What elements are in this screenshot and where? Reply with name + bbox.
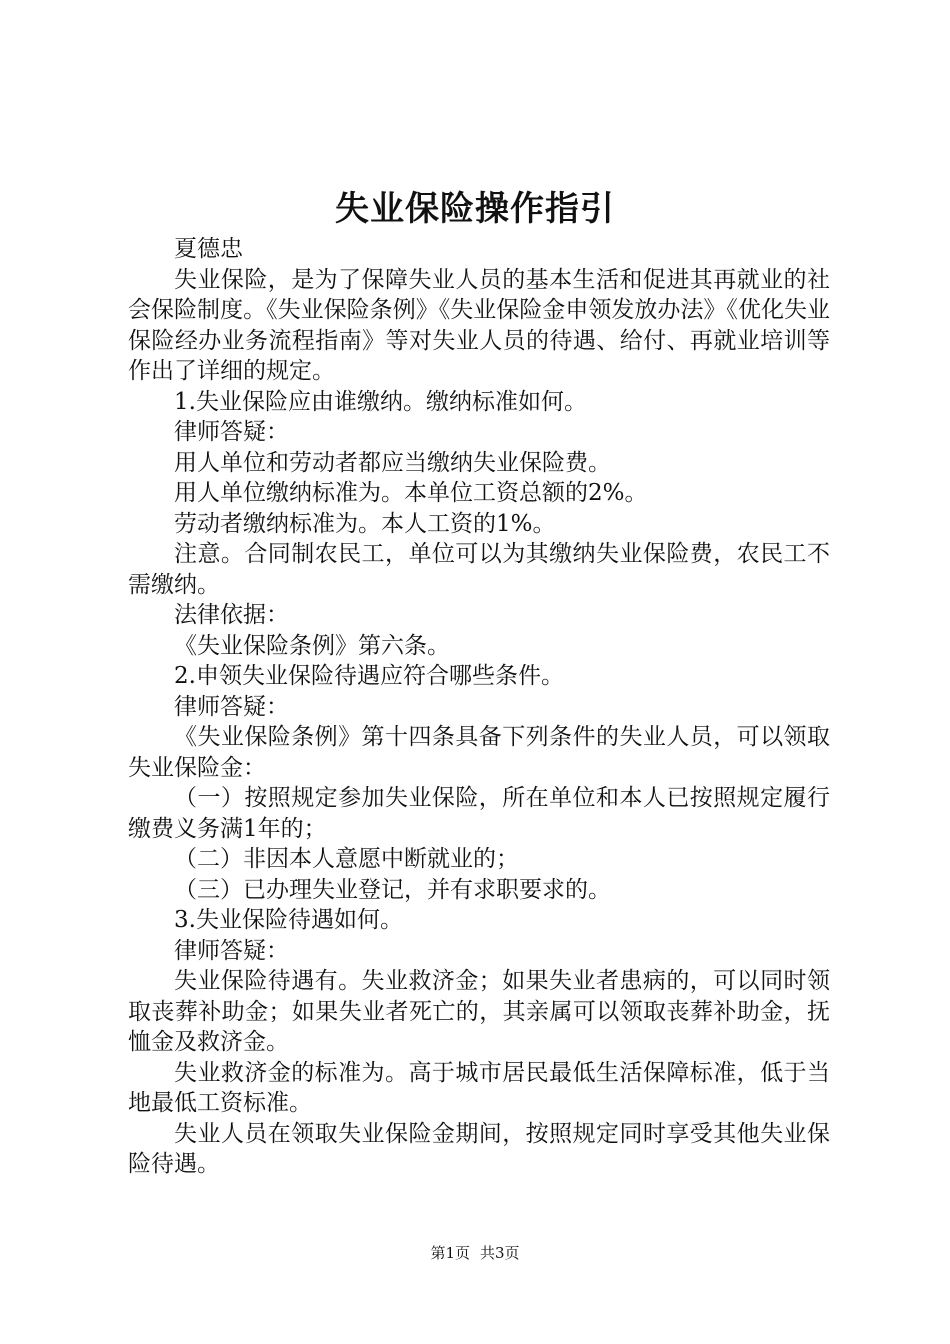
document-title: 失业保险操作指引 [335,189,615,229]
legal-basis-label: 法律依据： [174,602,289,628]
paragraph: 失业救济金的标准为。高于城市居民最低生活保障标准，低于当地最低工资标准。 [128,1059,830,1116]
condition-item: （一）按照规定参加失业保险，所在单位和本人已按照规定履行缴费义务满1年的； [128,785,830,842]
page-count: 共3页 [480,1244,520,1262]
paragraph: 失业保险待遇有。失业救济金；如果失业者患病的，可以同时领取丧葬补助金；如果失业者死亡的，其亲属可以领取丧葬补助金，抚恤金及救济金。 [128,968,830,1055]
page-footer [0,1243,950,1263]
paragraph-note: 注意。合同制农民工，单位可以为其缴纳失业保险费，农民工不需缴纳。 [128,541,830,598]
document-body [128,234,830,1180]
answer-label-3: 律师答疑： [174,937,289,964]
paragraph: 劳动者缴纳标准为。本人工资的1%。 [174,510,556,537]
paragraph: 用人单位缴纳标准为。本单位工资总额的2%。 [174,480,648,506]
author-line: 夏德忠 [174,236,243,262]
paragraph: 《失业保险条例》第六条。 [174,632,450,659]
paragraph: 用人单位和劳动者都应当缴纳失业保险费。 [174,449,611,476]
paragraph-intro: 失业保险，是为了保障失业人员的基本生活和促进其再就业的社会保险制度。《失业保险条例》《失业保险金申领发放办法》《优化失业保险经办业务流程指南》等对失业人员的待遇、给付、再就业培训等作出了详细的规定。 [128,266,830,384]
condition-item: （三）已办理失业登记，并有求职要求的。 [174,876,611,903]
paragraph: 《失业保险条例》第十四条具备下列条件的失业人员，可以领取失业保险金： [128,724,830,781]
question-3: 3.失业保险待遇如何。 [174,907,403,933]
question-1: 1.失业保险应由谁缴纳。缴纳标准如何。 [174,388,587,415]
question-2: 2.申领失业保险待遇应符合哪些条件。 [174,663,564,689]
answer-label-2: 律师答疑： [174,693,289,720]
paragraph: 失业人员在领取失业保险金期间，按照规定同时享受其他失业保险待遇。 [128,1120,830,1177]
page-number: 第1页 [430,1244,470,1262]
answer-label-1: 律师答疑： [174,419,289,445]
condition-item: （二）非因本人意愿中断就业的； [174,846,519,872]
